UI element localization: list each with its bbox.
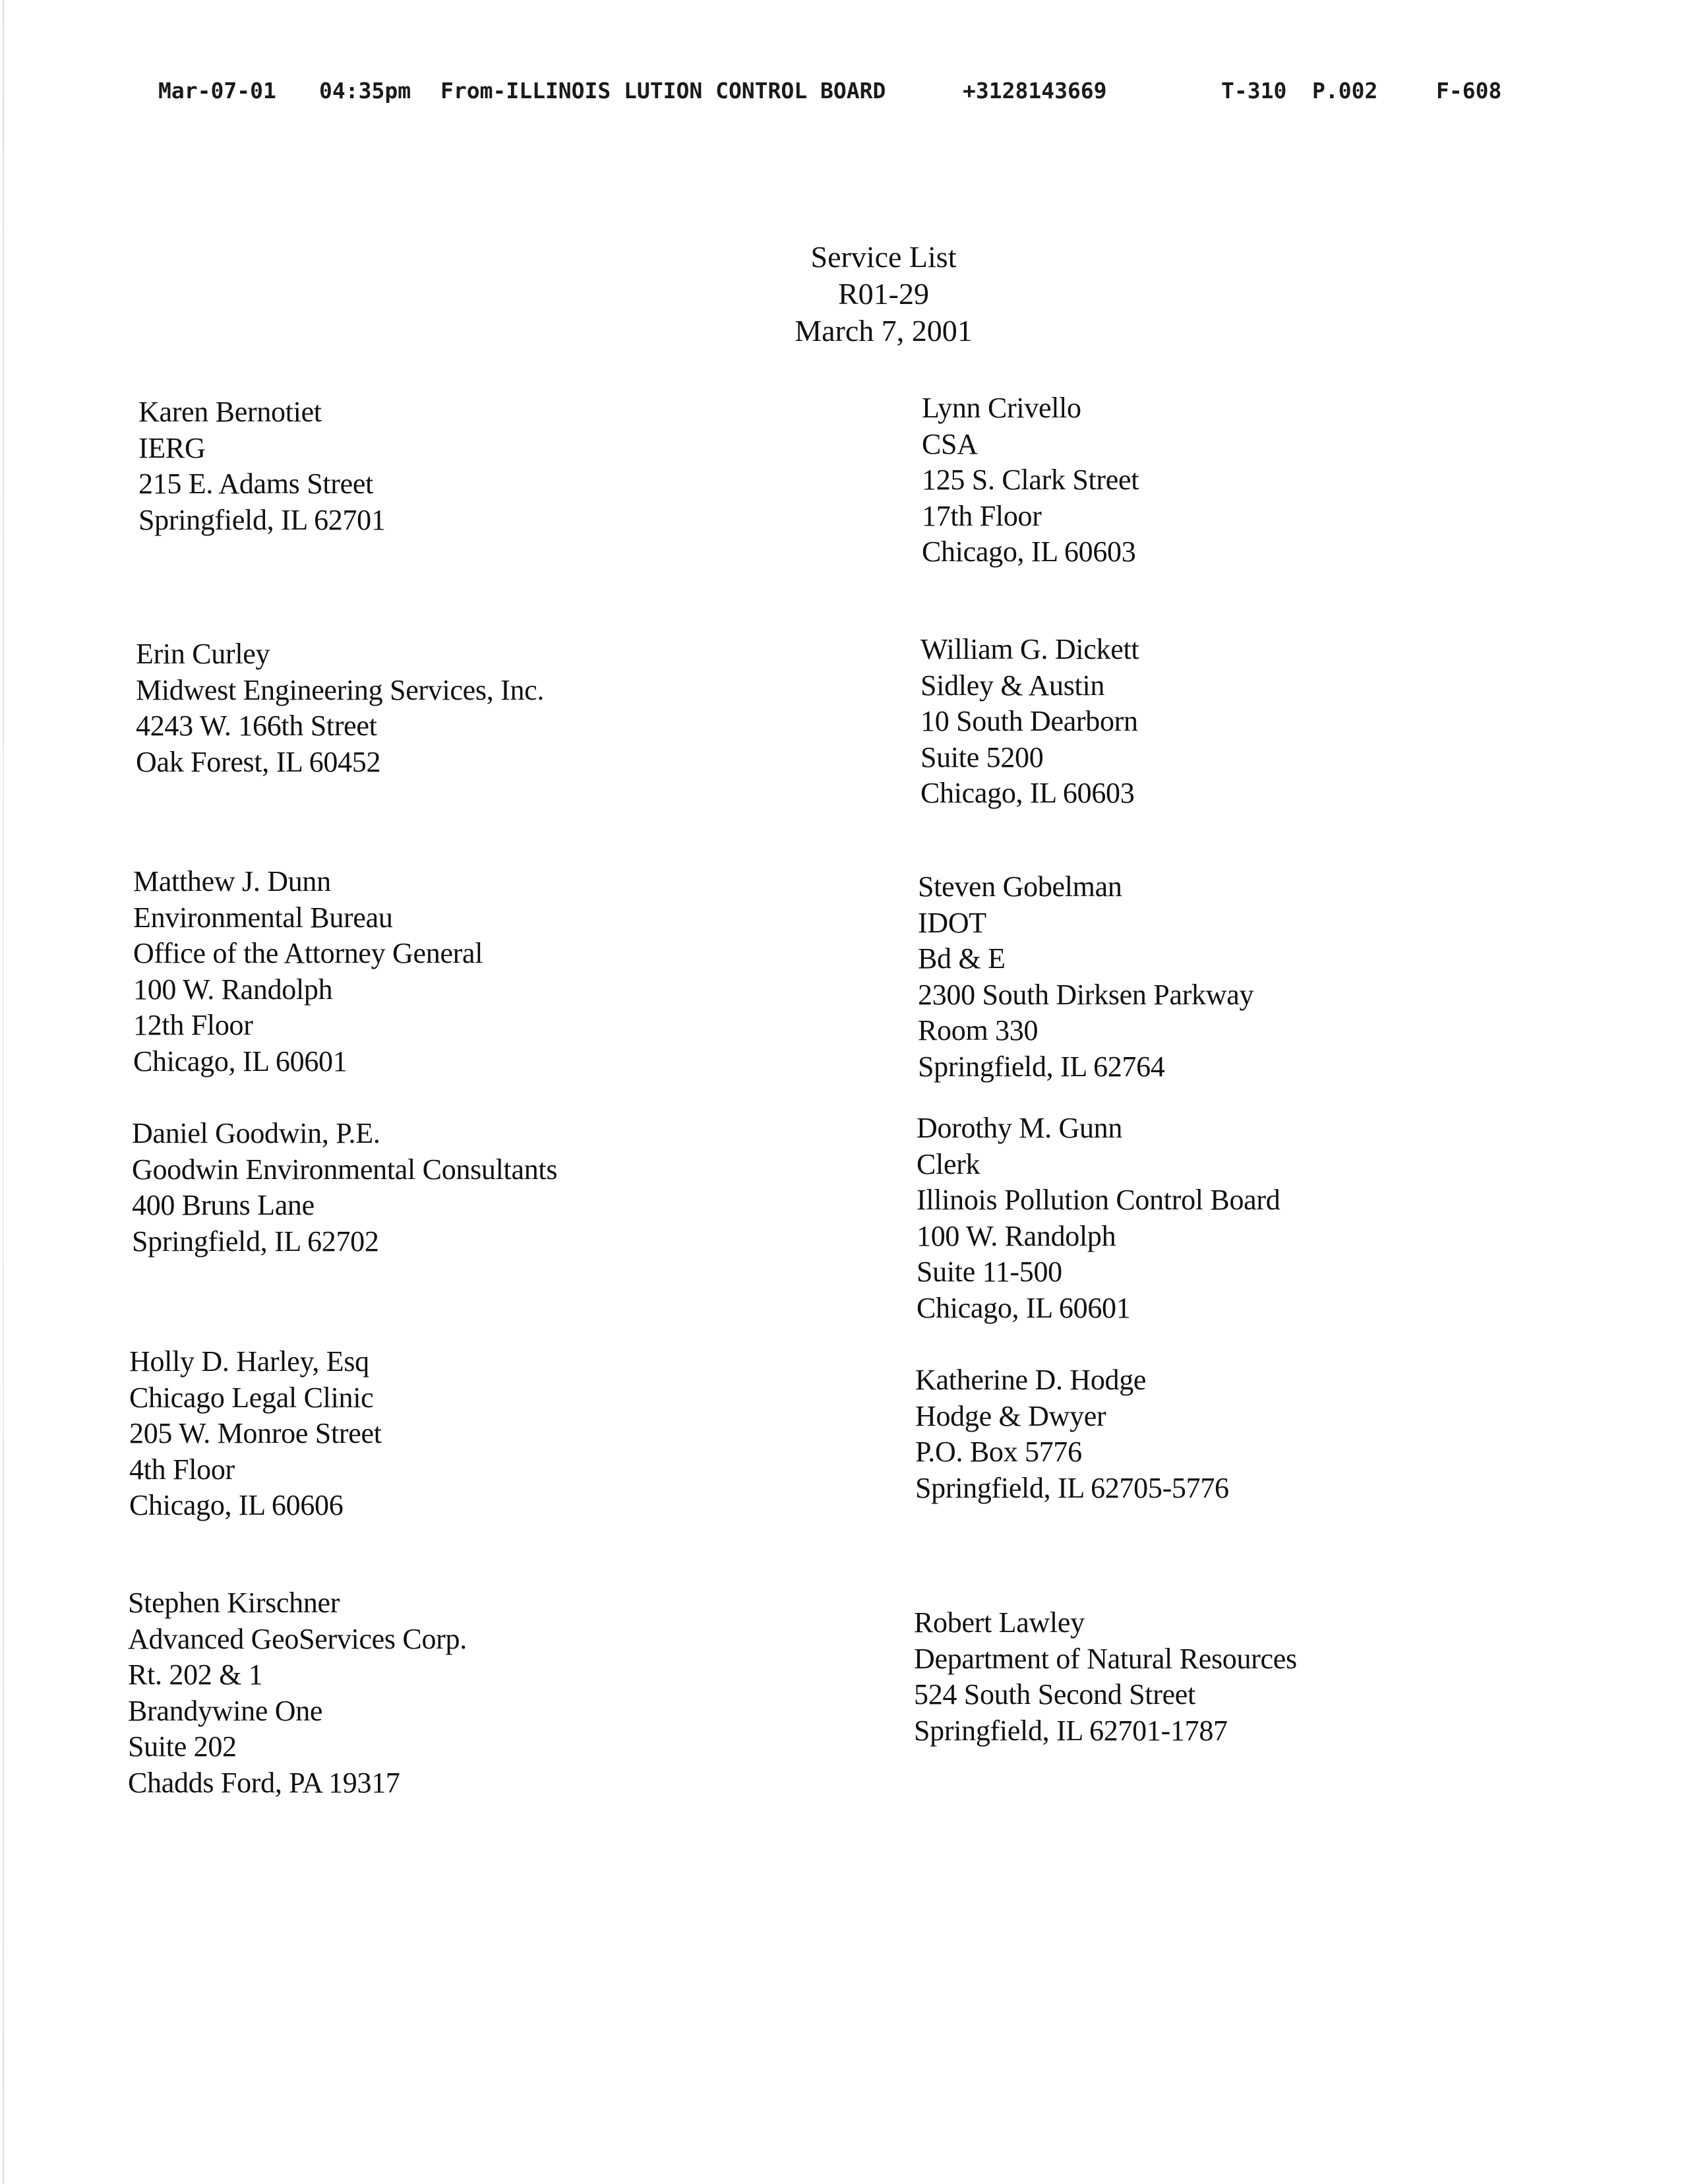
entry-line: Springfield, IL 62701-1787 xyxy=(914,1714,1228,1747)
entry-line: 12th Floor xyxy=(133,1009,253,1041)
entry-line: Daniel Goodwin, P.E. xyxy=(132,1117,380,1149)
entry-line: Chicago, IL 60606 xyxy=(129,1489,344,1521)
entry-line: Karen Bernotiet xyxy=(138,396,322,428)
title-line-3: March 7, 2001 xyxy=(795,314,973,348)
entry-line: Suite 11-500 xyxy=(917,1256,1062,1288)
entry-line: Holly D. Harley, Esq xyxy=(129,1345,369,1378)
entry-line: Oak Forest, IL 60452 xyxy=(136,745,381,778)
entry-line: 125 S. Clark Street xyxy=(922,464,1139,496)
entry-line: Lynn Crivello xyxy=(922,392,1081,424)
entry-line: Springfield, IL 62764 xyxy=(918,1050,1165,1083)
entry-line: Chicago, IL 60603 xyxy=(922,535,1136,568)
scan-edge-line xyxy=(3,0,4,2184)
entry-line: 205 W. Monroe Street xyxy=(129,1417,382,1449)
entry-line: Clerk xyxy=(917,1147,980,1180)
entry-line: Chadds Ford, PA 19317 xyxy=(128,1766,400,1799)
fax-board: LUTION CONTROL BOARD xyxy=(624,78,886,104)
entry-line: Sidley & Austin xyxy=(920,669,1105,702)
entry-line: Springfield, IL 62701 xyxy=(138,503,386,536)
entry-line: Hodge & Dwyer xyxy=(915,1399,1106,1432)
address-entry-left-1 xyxy=(138,394,386,538)
entry-line: Suite 5200 xyxy=(920,741,1044,774)
address-entry-right-3 xyxy=(918,869,1253,1085)
entry-line: Brandywine One xyxy=(128,1694,323,1727)
entry-line: 524 South Second Street xyxy=(914,1678,1195,1711)
entry-line: 215 E. Adams Street xyxy=(138,468,374,500)
fax-header xyxy=(0,78,1688,111)
entry-line: IDOT xyxy=(918,906,986,939)
fax-from: From-ILLINOIS xyxy=(440,78,611,104)
entry-line: Springfield, IL 62702 xyxy=(132,1225,379,1258)
entry-line: 2300 South Dirksen Parkway xyxy=(918,978,1254,1011)
entry-line: Advanced GeoServices Corp. xyxy=(128,1622,467,1655)
entry-line: Rt. 202 & 1 xyxy=(128,1658,263,1691)
entry-line: 4th Floor xyxy=(129,1453,235,1486)
entry-line: Katherine D. Hodge xyxy=(915,1364,1147,1396)
address-entry-right-1 xyxy=(922,390,1139,570)
entry-line: 400 Bruns Lane xyxy=(132,1189,315,1221)
entry-line: Room 330 xyxy=(918,1014,1039,1046)
entry-line: Environmental Bureau xyxy=(133,901,393,934)
fax-page: P.002 xyxy=(1312,78,1378,104)
entry-line: Steven Gobelman xyxy=(918,870,1122,903)
entry-line: 100 W. Randolph xyxy=(917,1219,1116,1252)
entry-line: Office of the Attorney General xyxy=(133,937,483,969)
entry-line: 10 South Dearborn xyxy=(920,705,1138,737)
title-line-2: R01-29 xyxy=(838,277,929,311)
entry-line: Midwest Engineering Services, Inc. xyxy=(136,673,545,706)
entry-line: Chicago, IL 60601 xyxy=(133,1045,347,1077)
entry-line: 100 W. Randolph xyxy=(133,973,333,1006)
entry-line: Illinois Pollution Control Board xyxy=(917,1184,1281,1216)
entry-line: 17th Floor xyxy=(922,499,1042,532)
entry-line: Robert Lawley xyxy=(914,1606,1085,1639)
fax-t-code: T-310 xyxy=(1221,78,1287,104)
fax-time: 04:35pm xyxy=(319,78,411,104)
address-entry-left-6 xyxy=(128,1585,467,1801)
document-title xyxy=(686,239,1081,349)
entry-line: CSA xyxy=(922,427,978,460)
entry-line: Matthew J. Dunn xyxy=(133,865,331,897)
address-entry-left-2 xyxy=(136,636,544,780)
entry-line: Bd & E xyxy=(918,942,1006,975)
entry-line: Stephen Kirschner xyxy=(128,1587,340,1619)
address-entry-right-6 xyxy=(914,1605,1297,1749)
address-entry-right-2 xyxy=(920,632,1139,812)
title-line-1: Service List xyxy=(810,240,957,274)
address-entry-left-4 xyxy=(132,1116,557,1259)
entry-line: Dorothy M. Gunn xyxy=(917,1112,1123,1144)
entry-line: Department of Natural Resources xyxy=(914,1642,1297,1675)
entry-line: Chicago, IL 60603 xyxy=(920,777,1135,809)
entry-line: 4243 W. 166th Street xyxy=(136,710,377,742)
entry-line: Chicago Legal Clinic xyxy=(129,1381,374,1414)
entry-line: Suite 202 xyxy=(128,1730,237,1763)
entry-line: Chicago, IL 60601 xyxy=(917,1291,1131,1324)
entry-line: IERG xyxy=(138,431,206,464)
address-entry-left-3 xyxy=(133,864,483,1079)
entry-line: Springfield, IL 62705-5776 xyxy=(915,1471,1229,1504)
fax-date: Mar-07-01 xyxy=(158,78,276,104)
entry-line: Erin Curley xyxy=(136,638,270,670)
entry-line: P.O. Box 5776 xyxy=(915,1436,1082,1468)
address-entry-right-5 xyxy=(915,1362,1229,1506)
address-entry-right-4 xyxy=(917,1110,1280,1326)
fax-f-code: F-608 xyxy=(1436,78,1502,104)
entry-line: Goodwin Environmental Consultants xyxy=(132,1153,558,1186)
fax-phone: +3128143669 xyxy=(963,78,1107,104)
entry-line: William G. Dickett xyxy=(920,633,1139,665)
address-entry-left-5 xyxy=(129,1344,382,1524)
